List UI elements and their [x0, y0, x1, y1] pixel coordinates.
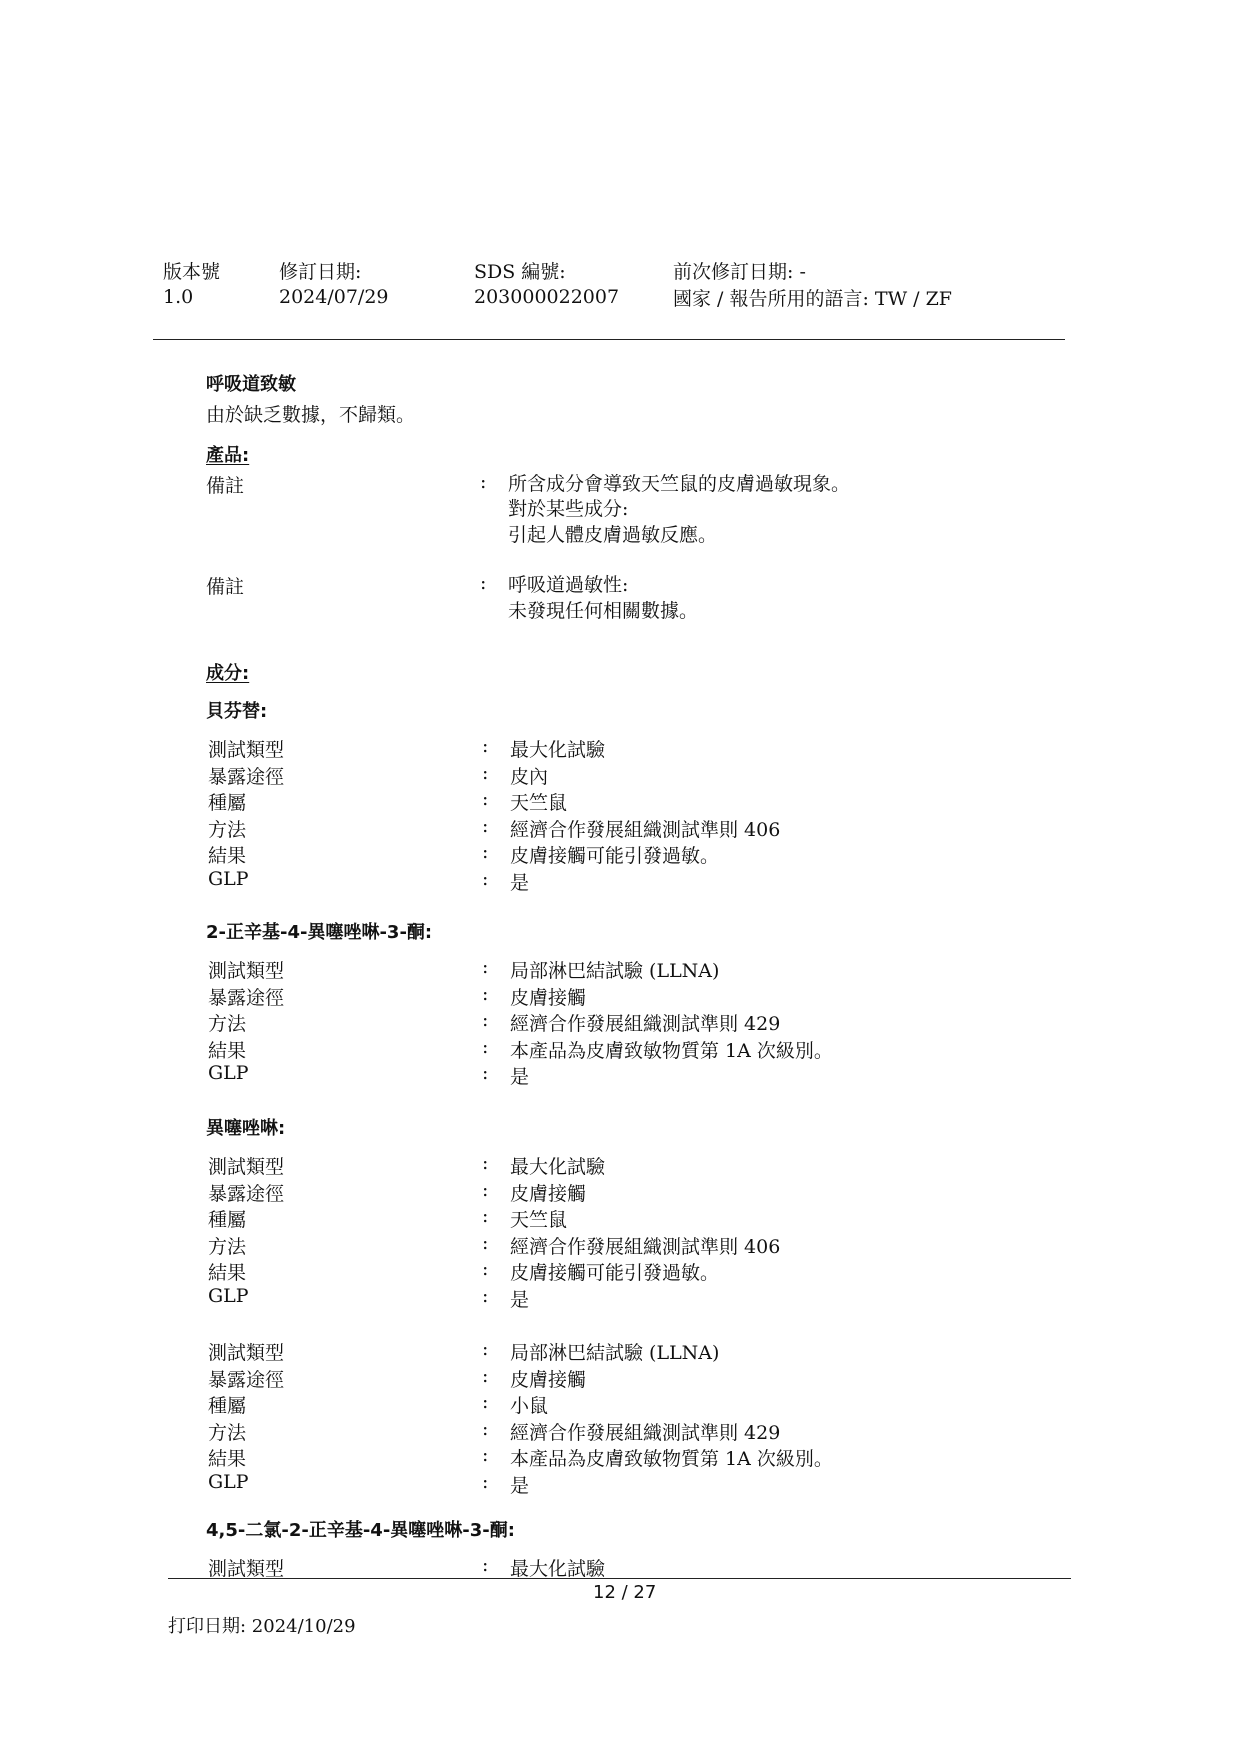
property-label: 方法: [208, 1235, 247, 1258]
property-value: 最大化試驗: [510, 1558, 606, 1580]
colon: :: [482, 867, 489, 890]
property-label: GLP: [208, 1062, 249, 1084]
colon: :: [482, 1284, 489, 1307]
colon: :: [482, 1231, 489, 1254]
property-value: 天竺鼠: [510, 1209, 568, 1231]
product-note1-label: 備註: [206, 475, 245, 497]
colon: :: [482, 1009, 489, 1031]
property-label: 暴露途徑: [208, 765, 285, 788]
header-rule: [153, 339, 1065, 340]
components-heading: 成分:: [206, 663, 250, 684]
property-label: 測試類型: [208, 739, 285, 761]
country-language: 國家 / 報告所用的語言: TW / ZF: [673, 288, 952, 310]
footer-rule: [168, 1578, 1071, 1579]
property-label: 結果: [208, 845, 247, 867]
respiratory-text: 由於缺乏數據，不歸類。: [206, 404, 416, 426]
colon: :: [482, 1470, 489, 1493]
revision-date-label: 修訂日期:: [279, 261, 362, 283]
colon: :: [482, 1444, 489, 1466]
property-label: 暴露途徑: [208, 1182, 285, 1205]
property-label: GLP: [208, 867, 249, 890]
version-label: 版本號: [163, 261, 221, 283]
property-label: 結果: [208, 1448, 247, 1470]
colon: :: [482, 1205, 489, 1227]
colon: :: [482, 1258, 489, 1280]
property-label: GLP: [208, 1284, 249, 1307]
product-note1-line: 所含成分會導致天竺鼠的皮膚過敏現象。: [508, 473, 851, 495]
property-value: 是: [510, 1066, 530, 1088]
component-heading: 2-正辛基-4-異噻唑啉-3-酮:: [206, 922, 433, 943]
product-note2-line: 呼吸道過敏性:: [508, 574, 629, 596]
property-value: 經濟合作發展組織測試準則 406: [510, 818, 781, 841]
sds-number-label: SDS 編號:: [474, 261, 566, 283]
property-value: 小鼠: [510, 1395, 549, 1417]
property-label: 種屬: [208, 1209, 247, 1231]
property-label: 暴露途徑: [208, 986, 285, 1009]
colon: :: [482, 1035, 489, 1058]
colon: :: [482, 1417, 489, 1440]
sds-number-value: 203000022007: [474, 286, 620, 308]
property-label: 測試類型: [208, 1558, 285, 1580]
property-value: 局部淋巴結試驗 (LLNA): [510, 960, 720, 982]
property-value: 皮膚接觸: [510, 1368, 587, 1391]
property-value: 皮膚接觸: [510, 1182, 587, 1205]
product-note1-line: 引起人體皮膚過敏反應。: [508, 524, 718, 546]
property-value: 皮膚接觸可能引發過敏。: [510, 1262, 720, 1284]
property-value: 天竺鼠: [510, 792, 568, 814]
property-label: 測試類型: [208, 1342, 285, 1364]
property-label: 方法: [208, 818, 247, 841]
previous-revision-date: 前次修訂日期: -: [673, 261, 806, 283]
colon: :: [482, 788, 489, 810]
component-heading: 異噻唑啉:: [206, 1118, 286, 1139]
property-value: 經濟合作發展組織測試準則 429: [510, 1421, 781, 1444]
property-value: 最大化試驗: [510, 739, 606, 761]
colon: :: [482, 982, 489, 1005]
property-value: 皮膚接觸可能引發過敏。: [510, 845, 720, 867]
property-value: 是: [510, 1474, 530, 1497]
print-date: 打印日期: 2024/10/29: [168, 1616, 356, 1637]
property-label: 暴露途徑: [208, 1368, 285, 1391]
property-label: 測試類型: [208, 1156, 285, 1178]
property-value: 經濟合作發展組織測試準則 429: [510, 1013, 781, 1035]
property-value: 是: [510, 871, 530, 894]
colon: :: [482, 1152, 489, 1174]
property-value: 皮內: [510, 765, 549, 788]
colon: :: [482, 1178, 489, 1201]
respiratory-heading: 呼吸道致敏: [206, 374, 296, 395]
property-label: 方法: [208, 1421, 247, 1444]
version-value: 1.0: [163, 286, 194, 308]
product-note2-label: 備註: [206, 576, 245, 598]
property-label: 結果: [208, 1039, 247, 1062]
property-label: GLP: [208, 1470, 249, 1493]
colon: :: [482, 761, 489, 784]
page-number: 12 / 27: [593, 1582, 657, 1603]
colon: :: [480, 471, 487, 493]
property-label: 方法: [208, 1013, 247, 1035]
property-value: 是: [510, 1288, 530, 1311]
property-value: 本產品為皮膚致敏物質第 1A 次級別。: [510, 1039, 833, 1062]
colon: :: [482, 1391, 489, 1413]
property-value: 最大化試驗: [510, 1156, 606, 1178]
property-label: 種屬: [208, 792, 247, 814]
component-heading: 4,5-二氯-2-正辛基-4-異噻唑啉-3-酮:: [206, 1520, 515, 1541]
colon: :: [482, 735, 489, 757]
colon: :: [482, 814, 489, 837]
product-note2-line: 未發現任何相關數據。: [508, 600, 699, 622]
colon: :: [482, 1062, 489, 1084]
component-heading: 貝芬替:: [206, 701, 268, 722]
revision-date-value: 2024/07/29: [279, 286, 389, 308]
product-heading: 產品:: [206, 445, 250, 466]
colon: :: [482, 1364, 489, 1387]
colon: :: [482, 956, 489, 978]
product-note1-line: 對於某些成分:: [508, 498, 629, 520]
colon: :: [482, 841, 489, 863]
property-label: 測試類型: [208, 960, 285, 982]
colon: :: [482, 1554, 489, 1576]
colon: :: [480, 572, 487, 594]
property-label: 結果: [208, 1262, 247, 1284]
property-value: 經濟合作發展組織測試準則 406: [510, 1235, 781, 1258]
colon: :: [482, 1338, 489, 1360]
property-value: 本產品為皮膚致敏物質第 1A 次級別。: [510, 1448, 833, 1470]
property-value: 皮膚接觸: [510, 986, 587, 1009]
property-label: 種屬: [208, 1395, 247, 1417]
property-value: 局部淋巴結試驗 (LLNA): [510, 1342, 720, 1364]
